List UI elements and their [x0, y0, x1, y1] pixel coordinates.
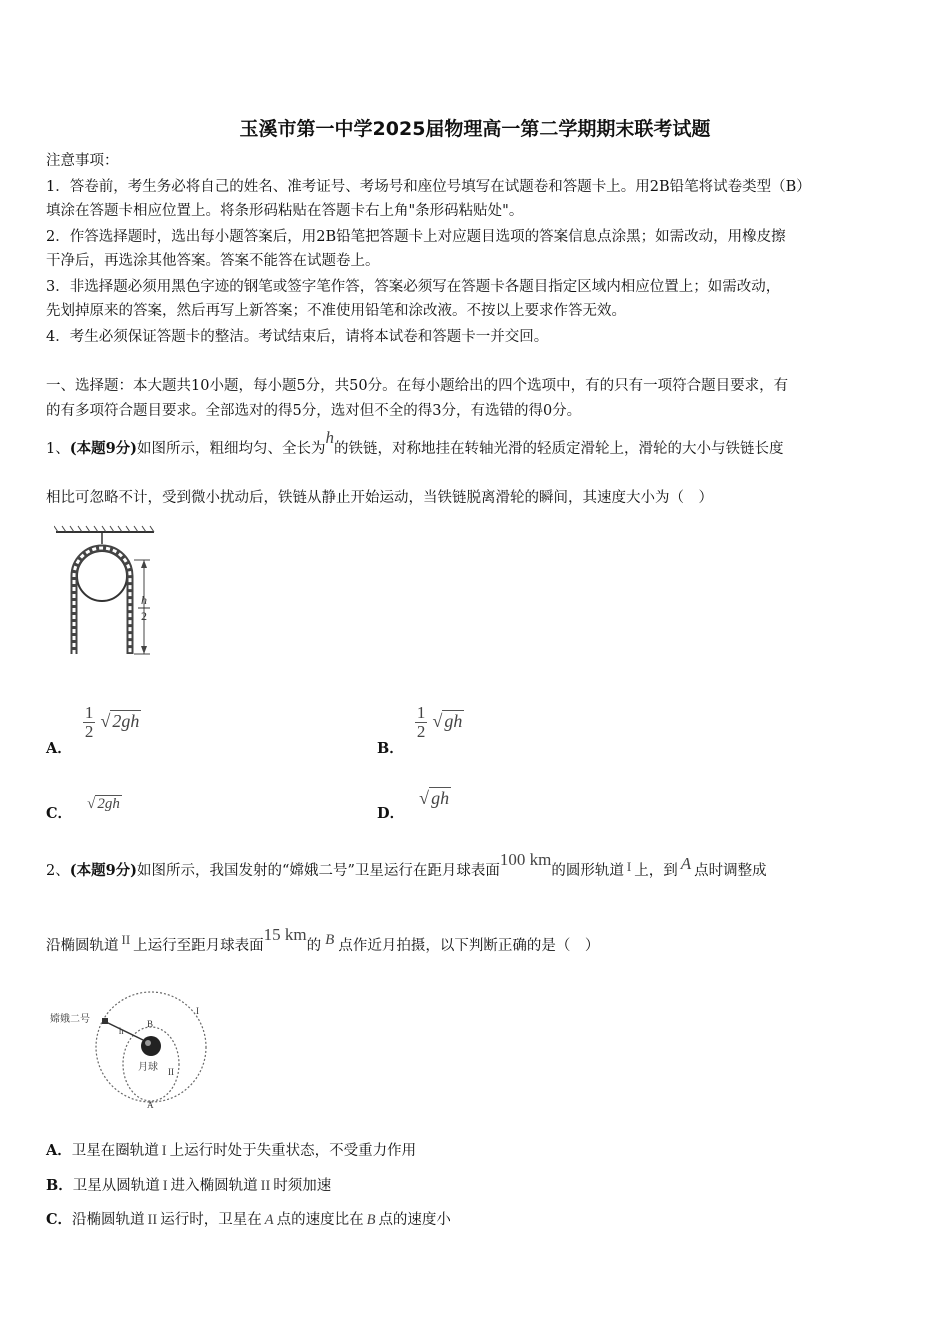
option-label: C． — [46, 805, 73, 822]
notice-line: 4．考生必须保证答题卡的整洁。考试结束后，请将本试卷和答题卡一并交回。 — [46, 329, 549, 345]
option-text: 卫星在圈轨道 — [71, 1143, 159, 1159]
question-text: 上，到 — [634, 863, 678, 879]
radicand: gh — [444, 711, 463, 731]
fraction-denominator: 2 — [84, 722, 94, 741]
question-text: 上运行至距月球表面 — [133, 938, 264, 954]
notice-line: 填涂在答题卡相应位置上。将条形码粘贴在答题卡右上角"条形码粘贴处"。 — [46, 203, 524, 219]
point-b: B — [325, 932, 335, 948]
question-text: 点作近月拍摄，以下判断正确的是（ ） — [338, 938, 600, 954]
option-label: A． — [46, 740, 72, 757]
distance-15km: 15 km — [263, 925, 307, 944]
option-a[interactable] — [46, 1141, 416, 1161]
orbit-label: I — [162, 1178, 168, 1194]
option-label: B． — [46, 1177, 73, 1194]
question-text: 沿椭圆轨道 — [46, 938, 119, 954]
fraction-numerator: 1 — [416, 703, 426, 722]
question-score: (本题9分) — [69, 862, 138, 879]
option-c[interactable] — [46, 1210, 451, 1230]
question-1-line-1 — [46, 428, 784, 459]
option-text: 时须加速 — [273, 1178, 332, 1194]
notice-line: 3．非选择题必须用黑色字迹的钢笔或签字笔作答，答案必须写在答题卡各题目指定区域内相应位置上；如需改动， — [46, 279, 781, 295]
question-text: 点时调整成 — [694, 863, 767, 879]
pulley-chain-figure — [54, 524, 164, 664]
square-root: √ gh — [419, 788, 450, 808]
question-text: 的 — [306, 938, 322, 954]
option-text: 卫星从圆轨道 — [72, 1178, 160, 1194]
fraction-denominator: 2 — [416, 722, 426, 741]
question-2-line-2 — [46, 925, 600, 956]
page-title: 玉溪市第一中学2025届物理高一第二学期期末联考试题 — [239, 118, 711, 140]
option-label: A． — [46, 1142, 72, 1159]
notice-line: 1．答卷前，考生务必将自己的姓名、准考证号、考场号和座位号填写在试题卷和答题卡上。用2B铅笔将试卷类型（B） — [46, 179, 811, 195]
question-text: 的圆形轨道 — [551, 863, 624, 879]
option-text: 运行时，卫星在 — [160, 1212, 262, 1228]
point-a: A — [264, 1212, 274, 1228]
notice-heading: 注意事项： — [46, 153, 119, 169]
moon-orbit-figure — [48, 982, 218, 1112]
section-intro: 的有多项符合题目要求。全部选对的得5分，选对但不全的得3分，有选错的得0分。 — [46, 403, 582, 419]
variable-h: h — [325, 428, 335, 447]
figure-label-a: A — [147, 1100, 154, 1110]
square-root: √ gh — [432, 711, 463, 731]
notice-line: 先划掉原来的答案，然后再写上新答案；不准使用铅笔和涂改液。不按以上要求作答无效。 — [46, 303, 626, 319]
question-number: 2、 — [46, 863, 70, 879]
option-text: 沿椭圆轨道 — [72, 1212, 145, 1228]
notice-line: 2．作答选择题时，选出每小题答案后，用2B铅笔把答题卡上对应题目选项的答案信息点涂黑；如需改动，用橡皮擦 — [46, 229, 786, 245]
question-text: 如图所示，我国发射的“嫦娥二号”卫星运行在距月球表面 — [137, 863, 500, 879]
question-number: 1、 — [46, 441, 70, 457]
fraction — [83, 704, 96, 741]
notice-line: 干净后，再选涂其他答案。答案不能答在试题卷上。 — [46, 253, 380, 269]
orbit-label: I — [161, 1143, 167, 1159]
option-label: D． — [377, 805, 405, 822]
distance-100km: 100 km — [499, 850, 552, 869]
option-b[interactable] — [46, 1176, 331, 1196]
question-text: 如图所示，粗细均匀、全长为 — [137, 441, 326, 457]
point-b: B — [366, 1212, 376, 1228]
option-c[interactable] — [46, 792, 122, 822]
option-text: 点的速度比在 — [276, 1212, 364, 1228]
orbit-1-label: I — [626, 859, 632, 874]
square-root: √ 2gh — [100, 711, 140, 731]
satellite-label: 嫦娥二号 — [50, 1014, 90, 1025]
figure-label-h: h — [119, 1026, 124, 1036]
figure-label-orbit-2: II — [168, 1067, 174, 1077]
orbit-2-label: II — [121, 932, 131, 947]
option-d[interactable] — [377, 788, 451, 822]
fraction — [415, 704, 428, 741]
question-1-line-2: 相比可忽略不计，受到微小扰动后，铁链从静止开始运动，当铁链脱离滑轮的瞬间，其速度大小为（ ） — [46, 490, 713, 506]
radicand: gh — [431, 788, 450, 808]
question-2-line-1 — [46, 850, 767, 881]
figure-label-b: B — [147, 1019, 154, 1029]
option-text: 点的速度小 — [378, 1212, 451, 1228]
point-a: A — [680, 854, 692, 873]
fraction-numerator: 1 — [84, 703, 94, 722]
moon-label: 月球 — [138, 1062, 158, 1073]
radicand: 2gh — [97, 796, 120, 812]
figure-label-h: h — [141, 593, 147, 607]
section-intro: 一、选择题：本大题共10小题，每小题5分，共50分。在每小题给出的四个选项中，有的只有一项符合题目要求，有 — [46, 378, 789, 394]
question-score: (本题9分) — [69, 440, 138, 457]
square-root: √ 2gh — [87, 796, 120, 812]
radicand: 2gh — [112, 711, 140, 731]
option-b[interactable] — [377, 703, 464, 757]
option-text: 上运行时处于失重状态，不受重力作用 — [169, 1143, 417, 1159]
option-label: C． — [46, 1211, 73, 1228]
figure-label-orbit-1: I — [196, 1006, 199, 1016]
option-label: B． — [377, 740, 404, 757]
option-a[interactable] — [46, 703, 141, 757]
option-text: 进入椭圆轨道 — [170, 1178, 258, 1194]
orbit-label: II — [260, 1178, 271, 1194]
figure-label-2: 2 — [141, 609, 147, 623]
question-text: 的铁链，对称地挂在转轴光滑的轻质定滑轮上，滑轮的大小与铁链长度 — [334, 441, 784, 457]
orbit-label: II — [147, 1212, 158, 1228]
